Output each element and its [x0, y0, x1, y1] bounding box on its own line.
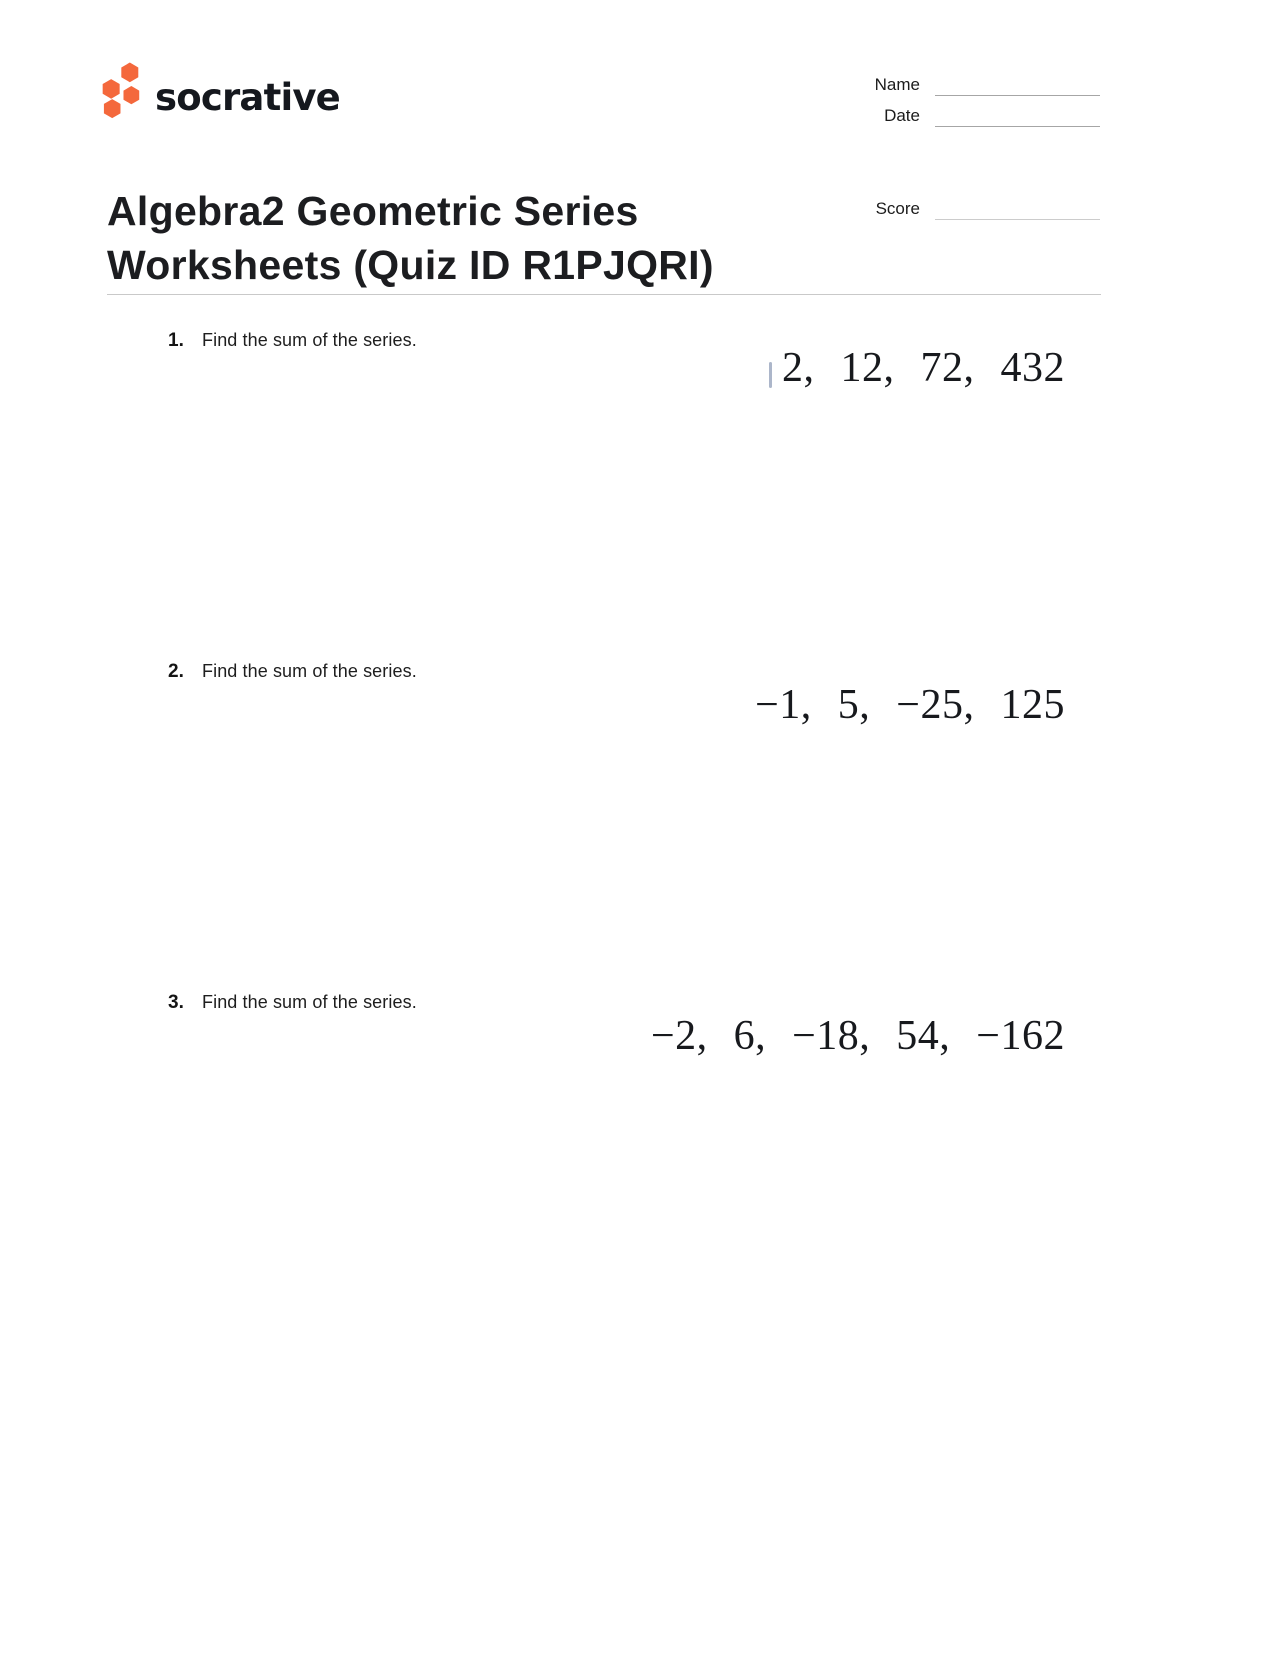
question-2	[168, 661, 1100, 961]
socrative-wordmark: socrative	[155, 75, 340, 119]
score-label: Score	[875, 199, 920, 218]
date-blank-line	[935, 105, 1100, 127]
name-blank-line	[935, 74, 1100, 96]
date-field-row	[868, 105, 1100, 127]
question-1-number: 1.	[168, 330, 184, 351]
scan-artifact	[769, 362, 772, 388]
socrative-logo	[100, 62, 340, 120]
question-2-prompt: Find the sum of the series.	[202, 661, 417, 681]
question-2-series: −1, 5, −25, 125	[755, 682, 1065, 728]
question-1-prompt: Find the sum of the series.	[202, 330, 417, 350]
question-2-number: 2.	[168, 661, 184, 682]
name-label: Name	[874, 75, 920, 94]
score-field-row	[868, 198, 1100, 229]
header-divider	[107, 294, 1101, 295]
question-3	[168, 992, 1100, 1292]
page-title: Algebra2 Geometric Series Worksheets (Quiz ID R1PJQRI)	[107, 188, 714, 288]
score-blank-line	[935, 198, 1100, 220]
question-3-series: −2, 6, −18, 54, −162	[650, 1013, 1065, 1059]
question-1	[168, 330, 1100, 630]
header-fields	[868, 74, 1100, 136]
name-field-row	[868, 74, 1100, 96]
question-1-series: 2, 12, 72, 432	[782, 345, 1065, 391]
date-label: Date	[884, 106, 920, 125]
socrative-hexagons-icon	[100, 62, 142, 120]
question-3-number: 3.	[168, 992, 184, 1013]
question-3-prompt: Find the sum of the series.	[202, 992, 417, 1012]
